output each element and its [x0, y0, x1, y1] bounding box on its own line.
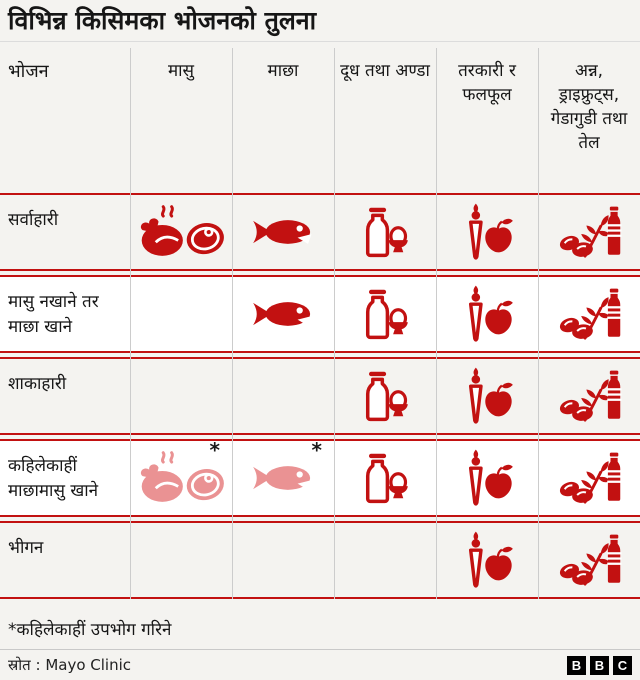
- cell-fish: [232, 195, 334, 269]
- cell-fish: [232, 438, 334, 515]
- diet-row-1: [0, 275, 640, 353]
- legumes-wheat-and-oil-bottle-icon: [555, 368, 623, 424]
- bbc-logo-letter: B: [567, 656, 586, 675]
- cell-fish: [232, 359, 334, 433]
- cell-dairy: [334, 523, 436, 597]
- column-header-meat: मासु: [167, 61, 195, 81]
- diet-row-label: भीगन: [8, 538, 44, 558]
- cell-dairy: [334, 277, 436, 351]
- source-bar: [0, 650, 640, 680]
- carrot-and-apple-icon: [462, 203, 513, 262]
- source-label: स्रोत : Mayo Clinic: [8, 656, 132, 674]
- milk-bottle-and-egg-icon: [362, 205, 409, 260]
- legumes-wheat-and-oil-bottle-icon: [555, 450, 623, 506]
- cell-produce: [436, 441, 538, 515]
- diet-row-0: [0, 193, 640, 271]
- cell-grains: [538, 359, 640, 433]
- diet-row-label: कहिलेकाहीं माछामासु खाने: [8, 456, 99, 501]
- legumes-wheat-and-oil-bottle-icon: [555, 204, 623, 260]
- column-header-produce: तरकारी र फलफूल: [458, 61, 516, 106]
- cell-produce: [436, 277, 538, 351]
- cell-dairy: [334, 195, 436, 269]
- diet-row-4: [0, 521, 640, 599]
- carrot-and-apple-icon: [462, 285, 513, 344]
- diet-row-label: शाकाहारी: [8, 374, 67, 394]
- column-header-dairy: दूध तथा अण्डा: [340, 61, 430, 81]
- table-header: [0, 43, 640, 193]
- cell-grains: [538, 523, 640, 597]
- fish-icon: [251, 294, 315, 334]
- carrot-and-apple-icon: [462, 531, 513, 590]
- bbc-logo-letter: C: [613, 656, 632, 675]
- title-divider: [0, 41, 640, 42]
- cell-dairy: [334, 359, 436, 433]
- cell-grains: [538, 441, 640, 515]
- cell-dairy: [334, 441, 436, 515]
- bbc-logo-letter: B: [590, 656, 609, 675]
- column-header-grains: अन्न, ड्राइफ्रुट्स, गेडागुडी तथा तेल: [550, 61, 628, 154]
- diet-row-label: मासु नखाने तर माछा खाने: [8, 292, 99, 337]
- milk-bottle-and-egg-icon: [362, 369, 409, 424]
- cell-meat: [130, 195, 232, 269]
- cell-meat: [130, 438, 232, 515]
- legumes-wheat-and-oil-bottle-icon: [555, 286, 623, 342]
- cell-meat: [130, 359, 232, 433]
- cell-grains: [538, 195, 640, 269]
- cell-grains: [538, 277, 640, 351]
- milk-bottle-and-egg-icon: [362, 451, 409, 506]
- diet-row-3: [0, 439, 640, 517]
- occasional-asterisk: *: [209, 438, 220, 462]
- carrot-and-apple-icon: [462, 367, 513, 426]
- diet-rows: [0, 193, 640, 599]
- milk-bottle-and-egg-icon: [362, 287, 409, 342]
- cell-produce: [436, 523, 538, 597]
- occasional-asterisk: *: [311, 438, 322, 462]
- fish-icon: [251, 212, 315, 252]
- diet-comparison-table: [0, 43, 640, 603]
- cell-fish: [232, 277, 334, 351]
- cell-fish: [232, 523, 334, 597]
- carrot-and-apple-icon: [462, 449, 513, 508]
- column-header-diet: भोजन: [8, 61, 49, 82]
- footnote: *कहिलेकाहीं उपभोग गरिने: [8, 620, 172, 640]
- page-title: विभिन्न किसिमका भोजनको तुलना: [8, 6, 317, 35]
- cell-produce: [436, 195, 538, 269]
- cell-meat: [130, 277, 232, 351]
- cell-produce: [436, 359, 538, 433]
- column-header-fish: माछा: [267, 61, 299, 81]
- roast-chicken-and-steak-icon: [134, 203, 228, 261]
- cell-meat: [130, 523, 232, 597]
- bbc-logo: [567, 656, 632, 675]
- fish-icon: [251, 458, 315, 498]
- diet-row-2: [0, 357, 640, 435]
- diet-row-label: सर्वाहारी: [8, 210, 59, 230]
- legumes-wheat-and-oil-bottle-icon: [555, 532, 623, 588]
